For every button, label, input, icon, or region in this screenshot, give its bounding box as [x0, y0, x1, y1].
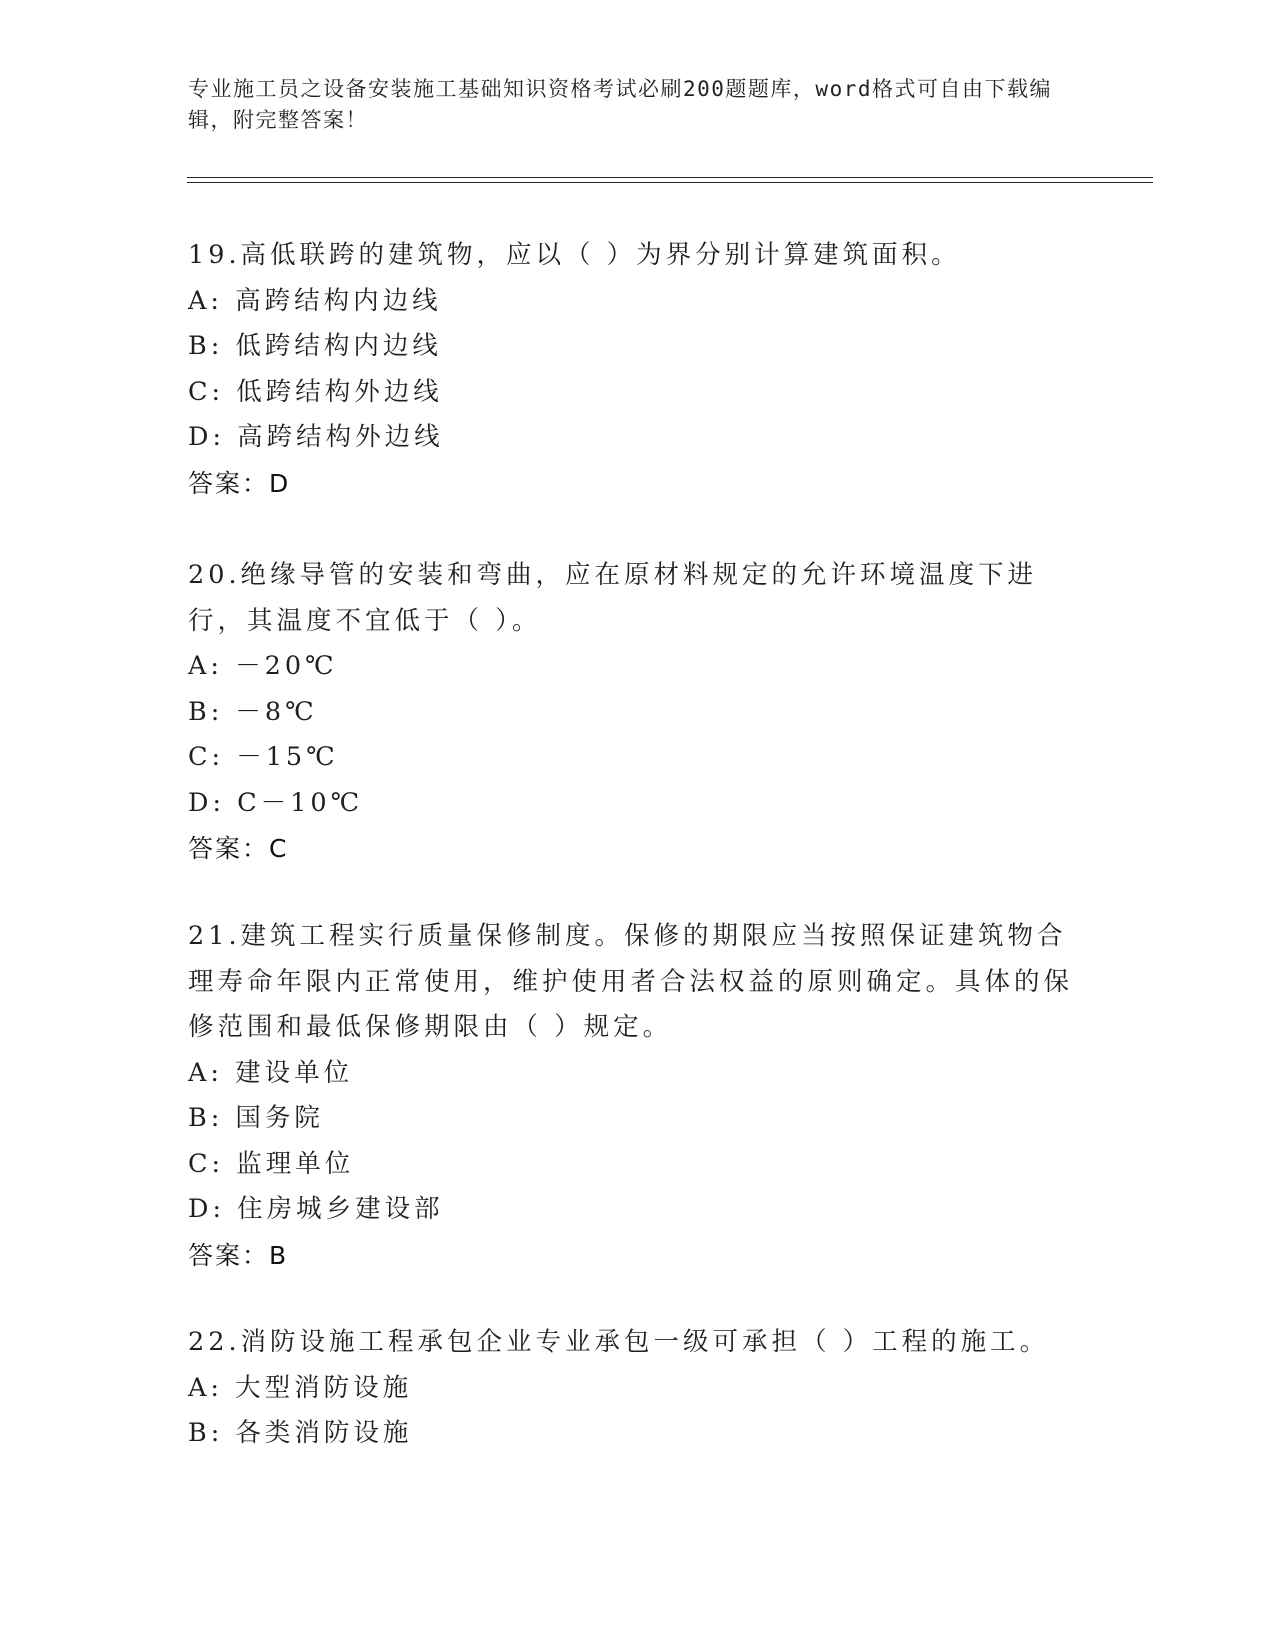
answer: 答案：B: [188, 1240, 289, 1270]
option-d: D: 高跨结构外边线: [188, 422, 444, 452]
header-divider-bottom: [187, 182, 1153, 183]
option-b: B: 低跨结构内边线: [188, 331, 442, 361]
question-stem: 21.建筑工程实行质量保修制度。保修的期限应当按照保证建筑物合理寿命年限内正常使用，维护使用者合法权益的原则确定。具体的保修范围和最低保修期限由（ ）规定。: [188, 921, 1074, 1042]
question-19: [188, 233, 1088, 506]
document-header: 专业施工员之设备安装施工基础知识资格考试必刷200题题库，word格式可自由下载编辑，附完整答案！: [188, 77, 1052, 132]
option-b: B: 国务院: [188, 1103, 324, 1133]
option-d: D: 住房城乡建设部: [188, 1194, 444, 1224]
question-21: [188, 914, 1088, 1278]
option-a: A: 建设单位: [188, 1057, 354, 1088]
option-a: A: 高跨结构内边线: [188, 285, 442, 316]
option-c: C: 低跨结构外边线: [188, 376, 443, 407]
answer: 答案：C: [188, 834, 289, 863]
option-b: B: －8℃: [188, 696, 318, 727]
question-20: [188, 553, 1088, 872]
option-a: A: －20℃: [188, 651, 338, 681]
option-d: D: C－10℃: [188, 787, 364, 818]
question-22: [188, 1320, 1088, 1457]
option-c: C: 监理单位: [188, 1148, 355, 1179]
question-stem: 22.消防设施工程承包企业专业承包一级可承担（ ）工程的施工。: [188, 1327, 1050, 1357]
header-divider-top: [187, 177, 1153, 178]
question-stem: 20.绝缘导管的安装和弯曲，应在原材料规定的允许环境温度下进行，其温度不宜低于（ ）。: [188, 560, 1038, 636]
question-stem: 19.高低联跨的建筑物，应以（ ）为界分别计算建筑面积。: [188, 240, 961, 270]
answer: 答案：D: [188, 468, 291, 498]
option-a: A: 大型消防设施: [188, 1372, 413, 1403]
option-b: B: 各类消防设施: [188, 1418, 413, 1448]
option-c: C: －15℃: [188, 742, 339, 772]
